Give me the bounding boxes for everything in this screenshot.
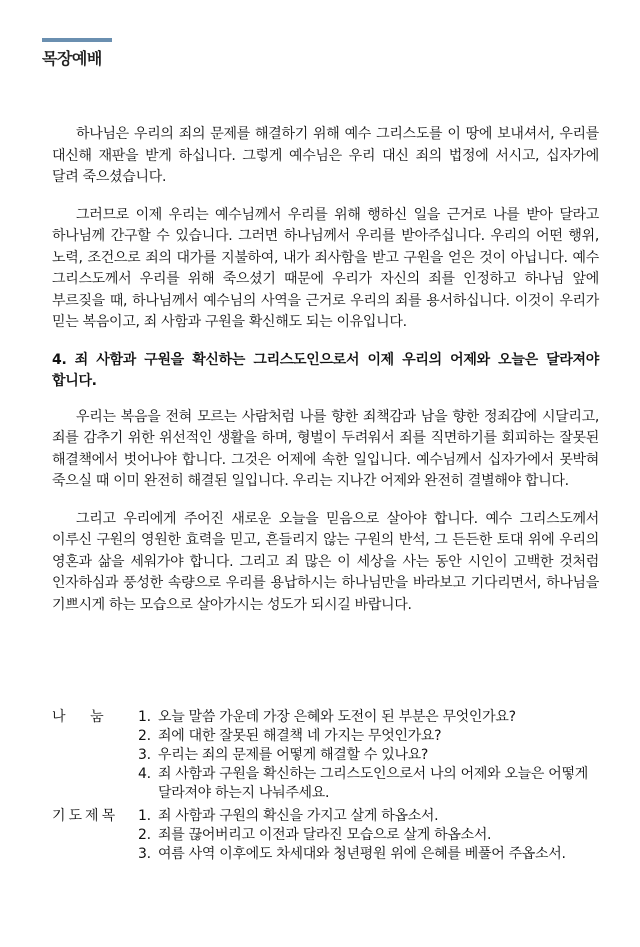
item-text: 오늘 말씀 가운데 가장 은혜와 도전이 된 부분은 무엇인가요? — [158, 709, 516, 725]
discussion-section — [52, 708, 599, 868]
item-text: 죄 사함과 구원의 확신을 가지고 살게 하옵소서. — [158, 808, 439, 824]
section-heading-4: 4. 죄 사함과 구원을 확신하는 그리스도인으로서 이제 우리의 어제와 오늘은 달라져야 합니다. — [52, 351, 599, 389]
header-accent-bar — [42, 38, 112, 42]
list-item — [138, 746, 599, 765]
list-item — [138, 708, 599, 727]
paragraph-2: 그러므로 이제 우리는 예수님께서 우리를 위해 행하신 일을 근거로 나를 받아 달라고 하나님께 간구할 수 있습니다. 그러면 하나님께서 우리를 받아주십니다. 우리의 어떤 행위, 노력, 조건으로 죄의 대가를 지불하여, 내가 죄사함을 받고 구원을 얻은 것이 아닙니다. 예수 그리스도께서 우리를 위해 죽으셨기 때문에 우리가 자신의 죄를 인정하고 하나님 앞에 부르짖을 때, 하나님께서 예수님의 사역을 근거로 우리의 죄를 용서하십니다. 이것이 우리가 믿는 복음이고, 죄 사함과 구원을 확신해도 되는 이유입니다. — [52, 206, 599, 330]
prayer-label: 기도제목 — [52, 808, 119, 824]
list-item — [138, 826, 599, 845]
list-item — [138, 765, 599, 803]
item-number: 3. — [138, 846, 151, 862]
item-number: 2. — [138, 827, 151, 843]
list-item — [138, 727, 599, 746]
list-item — [138, 845, 599, 864]
item-text: 죄에 대한 잘못된 해결책 네 가지는 무엇인가요? — [158, 728, 442, 744]
item-number: 1. — [138, 709, 151, 725]
sharing-list — [138, 708, 599, 803]
prayer-block — [52, 807, 599, 864]
item-number: 4. — [138, 766, 151, 782]
paragraph-1: 하나님은 우리의 죄의 문제를 해결하기 위해 예수 그리스도를 이 땅에 보내셔서, 우리를 대신해 재판을 받게 하십니다. 그렇게 예수님은 우리 대신 죄의 법정에 서시고, 십자가에 달려 죽으셨습니다. — [52, 126, 599, 185]
paragraph-4: 그리고 우리에게 주어진 새로운 오늘을 믿음으로 살아야 합니다. 예수 그리스도께서 이루신 구원의 영원한 효력을 믿고, 흔들리지 않는 구원의 반석, 그 든든한 토대 위에 우리의 영혼과 삶을 세워가야 합니다. 그리고 죄 많은 이 세상을 사는 동안 시인이 고백한 것처럼 인자하심과 풍성한 속량으로 우리를 용납하시는 하나님만을 바라보고 기다리면서, 하나님을 기쁘시게 하는 모습으로 살아가시는 성도가 되시길 바랍니다. — [52, 510, 599, 613]
sermon-body — [52, 124, 599, 632]
paragraph-3: 우리는 복음을 전혀 모르는 사람처럼 나를 향한 죄책감과 남을 향한 정죄감에 시달리고, 죄를 감추기 위한 위선적인 생활을 하며, 형벌이 두려워서 죄를 직면하기를 회피하는 잘못된 해결책에서 벗어나야 합니다. 그것은 어제에 속한 일입니다. 예수님께서 십자가에서 못박혀 죽으실 때 이미 완전히 해결된 일입니다. 우리는 지나간 어제와 완전히 결별해야 합니다. — [52, 408, 599, 489]
item-text: 죄를 끊어버리고 이전과 달라진 모습으로 살게 하옵소서. — [158, 827, 492, 843]
item-number: 1. — [138, 808, 151, 824]
item-text: 우리는 죄의 문제를 어떻게 해결할 수 있나요? — [158, 747, 429, 763]
item-number: 2. — [138, 728, 151, 744]
page-title: 목장예배 — [42, 49, 102, 68]
prayer-list — [138, 807, 599, 864]
list-item — [138, 807, 599, 826]
item-number: 3. — [138, 747, 151, 763]
sharing-label: 나 눔 — [52, 709, 104, 725]
item-text: 죄 사함과 구원을 확신하는 그리스도인으로서 나의 어제와 오늘은 어떻게 달라져야 하는지 나눠주세요. — [158, 766, 588, 801]
item-text: 여름 사역 이후에도 차세대와 청년평원 위에 은혜를 베풀어 주옵소서. — [158, 846, 566, 862]
sharing-block — [52, 708, 599, 803]
